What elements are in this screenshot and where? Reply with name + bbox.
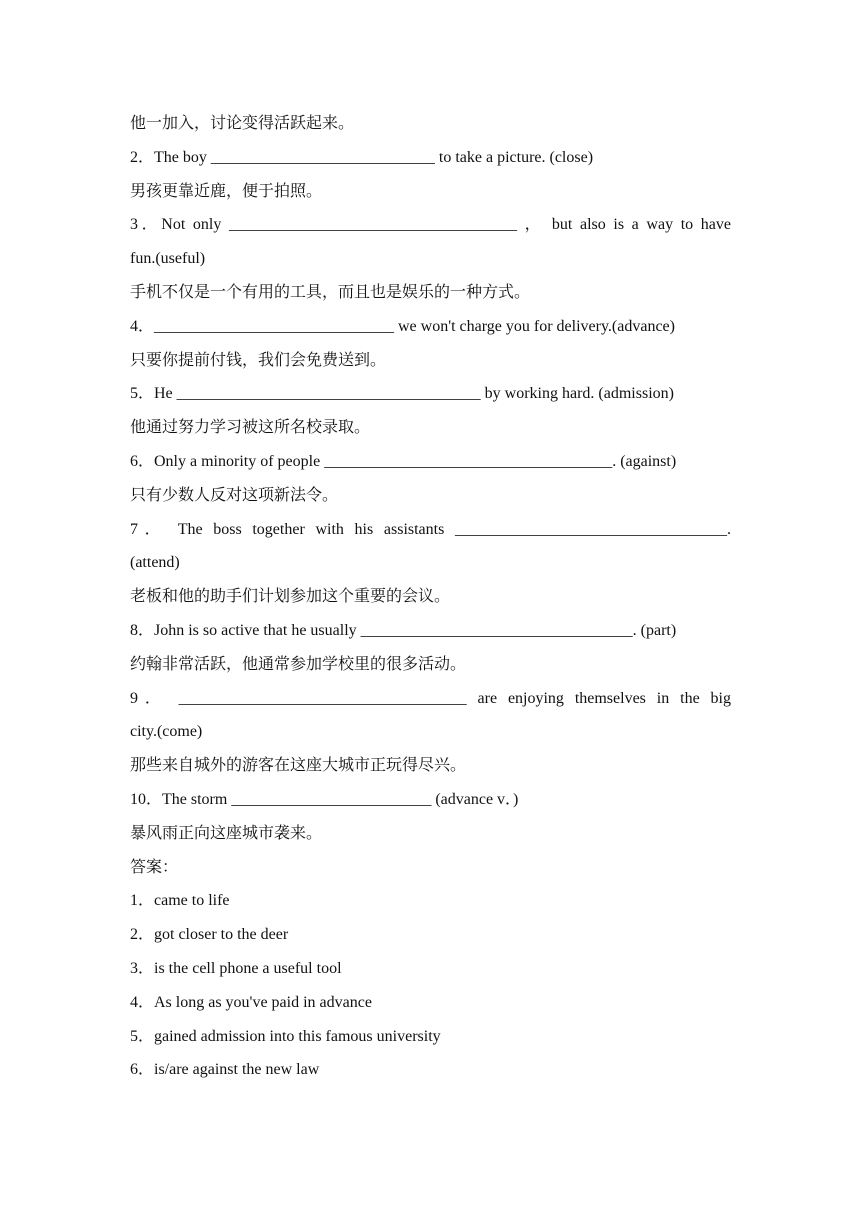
translation-line: 男孩更靠近鹿，便于拍照。 <box>130 182 323 200</box>
question-line: 2．The boy ____________________________ to take a picture. (close) <box>130 148 594 166</box>
question-line: 4．______________________________ we won't charge you for delivery.(advance) <box>130 317 675 335</box>
translation-line: 暴风雨正向这座城市袭来。 <box>130 824 323 842</box>
question-line: 9． ____________________________________ are enjoying themselves in the big <box>130 689 731 707</box>
question-line: 7． The boss together with his assistants __________________________________. <box>130 520 731 538</box>
translation-line: 约翰非常活跃，他通常参加学校里的很多活动。 <box>130 655 467 673</box>
answer-item: 5．gained admission into this famous university <box>130 1027 441 1045</box>
answer-item: 6．is/are against the new law <box>130 1061 320 1079</box>
question-line: 5．He ______________________________________ by working hard. (admission) <box>130 385 674 403</box>
question-line-continued: (attend) <box>130 554 180 572</box>
translation-line: 手机不仅是一个有用的工具，而且也是娱乐的一种方式。 <box>130 283 531 301</box>
answer-heading: 答案： <box>130 858 179 876</box>
answer-item: 3．is the cell phone a useful tool <box>130 959 342 977</box>
question-line: 3．Not only ____________________________________ ， but also is a way to have <box>130 216 731 234</box>
question-line: 8．John is so active that he usually __________________________________. (part) <box>130 621 677 639</box>
question-line-continued: city.(come) <box>130 723 203 741</box>
translation-line: 只有少数人反对这项新法令。 <box>130 486 339 504</box>
translation-line: 只要你提前付钱，我们会免费送到。 <box>130 351 387 369</box>
text-line: 他一加入，讨论变得活跃起来。 <box>130 115 355 132</box>
document-page <box>130 107 731 1087</box>
answer-item: 4．As long as you've paid in advance <box>130 993 372 1011</box>
translation-line: 他通过努力学习被这所名校录取。 <box>130 419 371 437</box>
answer-item: 2．got closer to the deer <box>130 926 289 944</box>
question-line: 6．Only a minority of people ____________________________________. (against) <box>130 452 677 470</box>
translation-line: 那些来自城外的游客在这座大城市正玩得尽兴。 <box>130 757 467 775</box>
answer-item: 1．came to life <box>130 892 230 910</box>
translation-line: 老板和他的助手们计划参加这个重要的会议。 <box>130 588 451 606</box>
question-line: 10．The storm _________________________ (advance v．) <box>130 790 519 808</box>
question-line-continued: fun.(useful) <box>130 250 206 268</box>
